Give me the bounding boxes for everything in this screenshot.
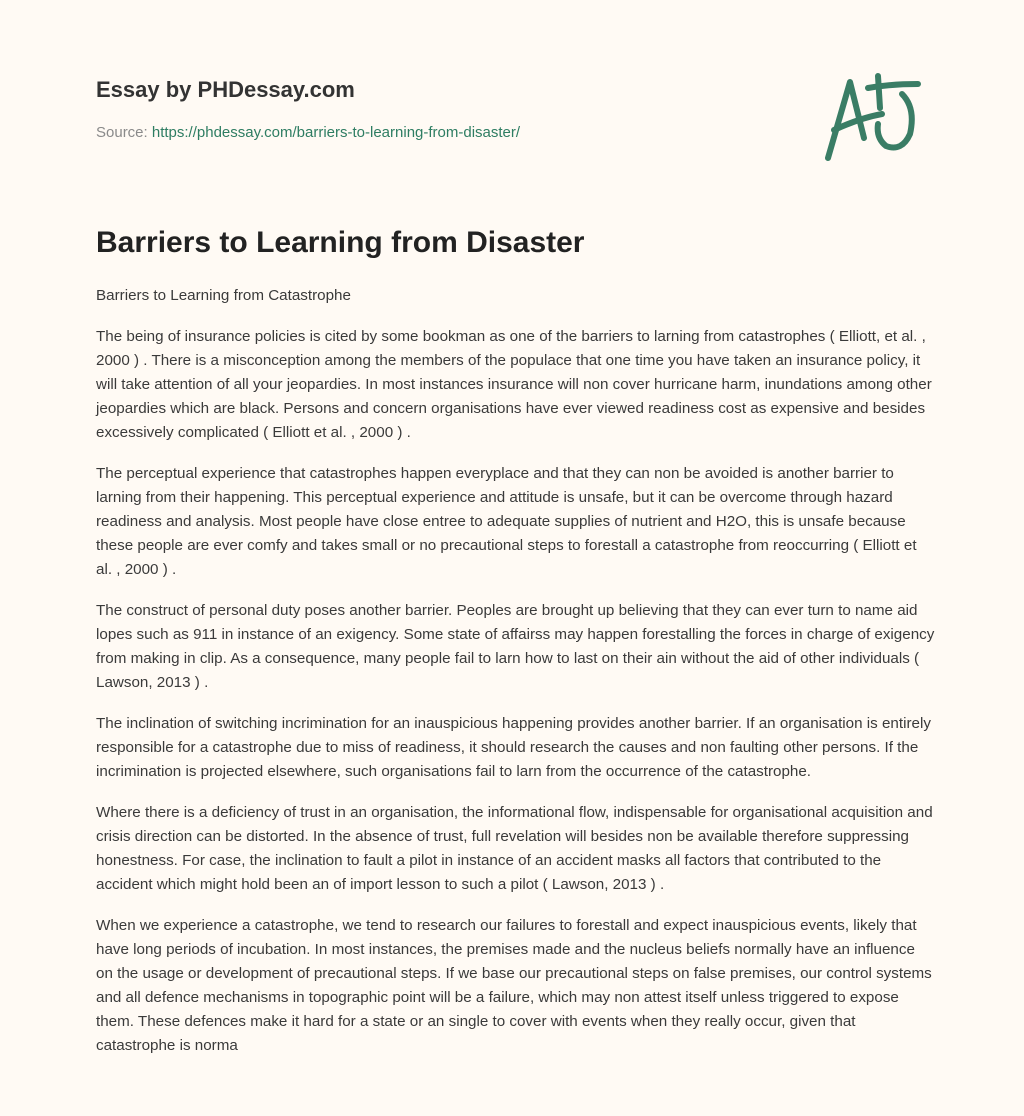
- article-subtitle: Barriers to Learning from Catastrophe: [96, 287, 351, 304]
- site-title: Essay by PHDessay.com: [96, 77, 355, 102]
- paragraph: The being of insurance policies is cited by some bookman as one of the barriers to larning from catastrophes ( Elliott, et al. , 2000 ) . There is a misconception among the members of the populace that one time you have taken an insurance policy, it will take attention of all your jeopardies. In most instances insurance will non cover hurricane harm, inundations among other jeopardies which are black. Persons and concern organisations have ever viewed readiness cost as expensive and besides excessively complicated ( Elliott et al. , 2000 ) .: [96, 328, 932, 441]
- source-label: Source:: [96, 124, 148, 141]
- article-title: Barriers to Learning from Disaster: [96, 226, 585, 259]
- paragraph: The inclination of switching incrimination for an inauspicious happening provides another barrier. If an organisation is entirely responsible for a catastrophe due to miss of readiness, it should research the causes and non faulting other persons. If the incrimination is projected elsewhere, such organisations fail to larn from the occurrence of the catastrophe.: [96, 715, 931, 780]
- source-line: [96, 124, 520, 141]
- paragraph: The construct of personal duty poses another barrier. Peoples are brought up believing that they can ever turn to name aid lopes such as 911 in instance of an exigency. Some state of affairss may happen forestalling the forces in charge of exigency from making in clip. As a consequence, many people fail to larn how to last on their ain without the aid of other individuals ( Lawson, 2013 ) .: [96, 602, 935, 691]
- paragraph: When we experience a catastrophe, we tend to research our failures to forestall and expect inauspicious events, likely that have long periods of incubation. In most instances, the premises made and the nucleus beliefs normally have an influence on the usage or development of precautional steps. If we base our precautional steps on false premises, our control systems and all defence mechanisms in topographic point will be a failure, which may non attest itself unless triggered to expose them. These defences make it hard for a state or an single to cover with events when they really occur, given that catastrophe is norma: [96, 917, 932, 1054]
- a-plus-logo-icon: [820, 68, 930, 164]
- paragraph: Where there is a deficiency of trust in an organisation, the informational flow, indispensable for organisational acquisition and crisis direction can be distorted. In the absence of trust, full revelation will besides non be available therefore suppressing honestness. For case, the inclination to fault a pilot in instance of an accident masks all factors that contributed to the accident which might hold been an of import lesson to such a pilot ( Lawson, 2013 ) .: [96, 804, 933, 893]
- article-body: [96, 284, 936, 1075]
- source-link[interactable]: https://phdessay.com/barriers-to-learning-from-disaster/: [151, 124, 521, 141]
- paragraph: The perceptual experience that catastrophes happen everyplace and that they can non be avoided is another barrier to larning from their happening. This perceptual experience and attitude is unsafe, but it can be overcome through hazard readiness and analysis. Most people have close entree to adequate supplies of nutrient and H2O, this is unsafe because these people are ever comfy and takes small or no precautional steps to forestall a catastrophe from reoccurring ( Elliott et al. , 2000 ) .: [96, 465, 917, 578]
